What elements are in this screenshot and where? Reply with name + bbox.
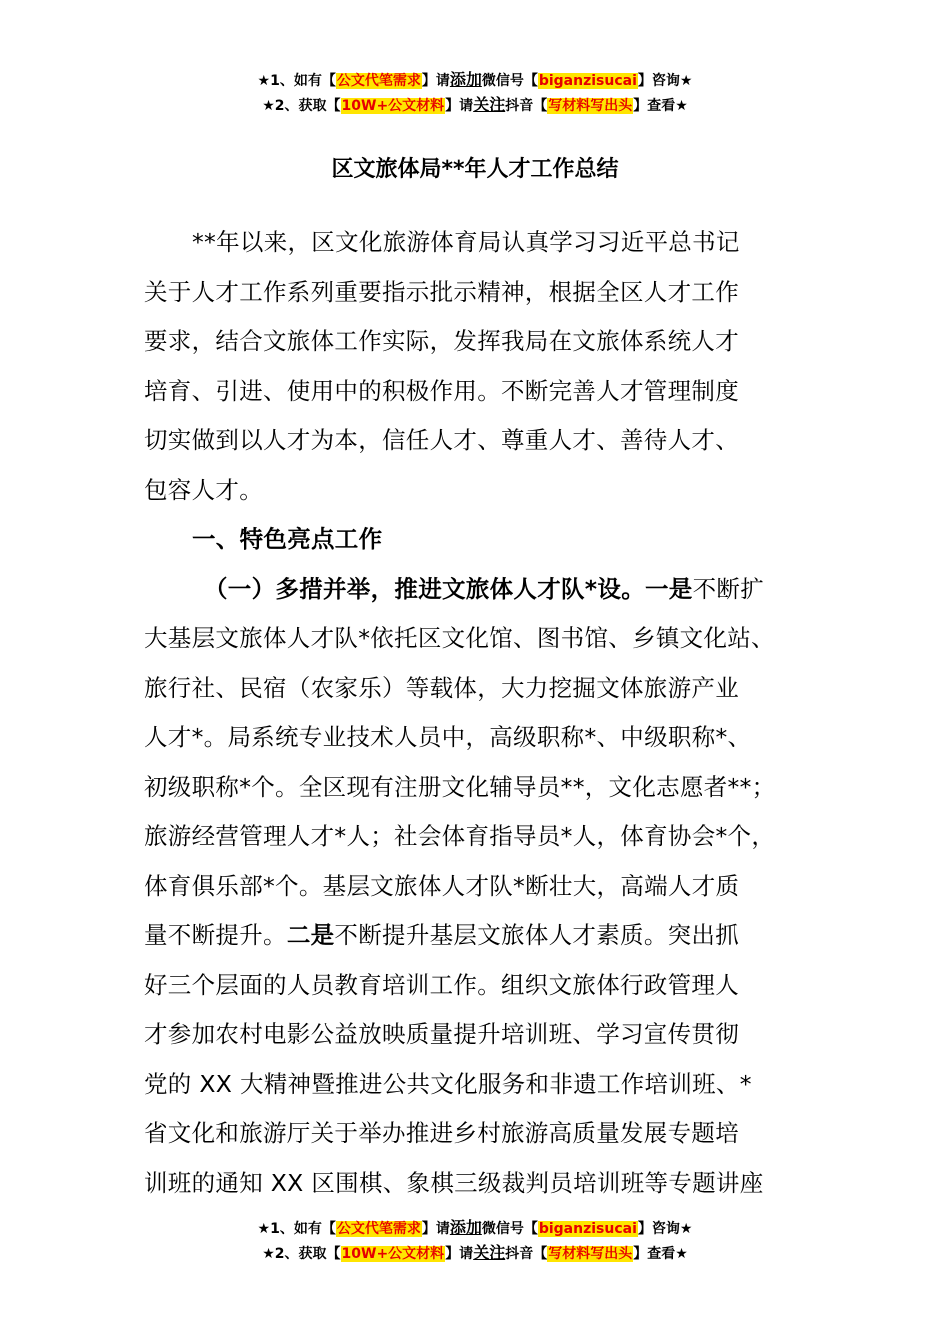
promo-text: 】请	[421, 1221, 450, 1237]
paragraph-line: 人才*。局系统专业技术人员中，高级职称*、中级职称*、	[144, 723, 752, 751]
promo-highlight: 公文代笔需求	[336, 1221, 421, 1237]
promo-emphasis: 添加	[449, 70, 482, 89]
paragraph-line: 培育、引进、使用中的积极作用。不断完善人才管理制度	[144, 376, 739, 405]
promo-highlight: 10W+公文材料	[341, 98, 445, 114]
promo-line-2	[0, 93, 950, 118]
paragraph-line: 包容人才。	[144, 475, 263, 504]
paragraph-line: 才参加农村电影公益放映质量提升培训班、学习宣传贯彻	[144, 1020, 739, 1048]
promo-text: 抖音【	[505, 98, 548, 114]
promo-text: 】请	[445, 98, 474, 114]
promo-text: ★2、获取【	[262, 98, 341, 114]
section-heading-text: 一、特色亮点工作	[192, 525, 383, 553]
subsection-line	[144, 565, 844, 615]
promo-emphasis: 关注	[473, 1243, 506, 1262]
promo-text: 】咨询★	[637, 1221, 693, 1237]
paragraph-line: 党的 XX 大精神暨推进公共文化服务和非遗工作培训班、*	[144, 1069, 752, 1098]
promo-line-1	[0, 1216, 950, 1241]
promo-highlight: 10W+公文材料	[341, 1246, 445, 1262]
promo-text: 抖音【	[505, 1246, 548, 1262]
subsection-heading: （一）多措并举，推进文旅体人才队*设。一是	[204, 574, 693, 603]
paragraph-line: 初级职称*个。全区现有注册文化辅导员**，文化志愿者**；	[144, 772, 776, 801]
paragraph-line: 大基层文旅体人才队*依托区文化馆、图书馆、乡镇文化站、	[144, 624, 775, 652]
paragraph-line: 切实做到以人才为本，信任人才、尊重人才、善待人才、	[144, 426, 739, 454]
promo-highlight: 写材料写出头	[548, 98, 633, 114]
paragraph-line: **年以来，区文化旅游体育局认真学习习近平总书记	[192, 228, 740, 256]
promo-text: 微信号【	[481, 1221, 538, 1237]
emphasis-text: 二是	[286, 921, 335, 949]
promo-text: 】查看★	[633, 1246, 688, 1262]
promo-highlight: 写材料写出头	[548, 1246, 633, 1262]
promo-text: 】咨询★	[637, 73, 693, 89]
paragraph-line: 关于人才工作系列重要指示批示精神，根据全区人才工作	[144, 277, 739, 306]
paragraph-text: 不断扩	[692, 574, 764, 603]
promo-text: ★1、如有【	[257, 73, 336, 89]
paragraph-line: 省文化和旅游厅关于举办推进乡村旅游高质量发展专题培	[144, 1119, 739, 1147]
promo-text: ★2、获取【	[262, 1246, 341, 1262]
paragraph-line: 训班的通知 XX 区围棋、象棋三级裁判员培训班等专题讲座	[144, 1168, 764, 1197]
promo-text: 】请	[445, 1246, 474, 1262]
promo-highlight: biganzisucai	[538, 73, 637, 89]
paragraph-line: 旅行社、民宿（农家乐）等载体，大力挖掘文体旅游产业	[144, 673, 739, 702]
paragraph-line	[144, 911, 844, 961]
section-heading	[144, 515, 844, 565]
paragraph-text: 量不断提升。	[144, 921, 287, 949]
paragraph-line: 体育俱乐部*个。基层文旅体人才队*断壮大，高端人才质	[144, 871, 740, 900]
promo-text: 】查看★	[633, 98, 688, 114]
promo-text: 】请	[421, 73, 450, 89]
promo-text: ★1、如有【	[257, 1221, 336, 1237]
promo-line-2	[0, 1241, 950, 1266]
paragraph-line: 要求，结合文旅体工作实际，发挥我局在文旅体系统人才	[144, 327, 739, 355]
promo-highlight: 公文代笔需求	[336, 73, 421, 89]
paragraph-text: 不断提升基层文旅体人才素质。突出抓	[334, 921, 740, 949]
paragraph-line: 旅游经营管理人才*人；社会体育指导员*人，体育协会*个，	[144, 822, 776, 850]
promo-banner-top	[0, 68, 950, 118]
document-title: 区文旅体局**年人才工作总结	[331, 157, 619, 182]
promo-line-1	[0, 68, 950, 93]
document-body	[144, 218, 844, 1208]
promo-banner-bottom	[0, 1216, 950, 1266]
paragraph-line: 好三个层面的人员教育培训工作。组织文旅体行政管理人	[144, 970, 739, 999]
promo-emphasis: 添加	[449, 1218, 482, 1237]
promo-highlight: biganzisucai	[538, 1221, 637, 1237]
promo-emphasis: 关注	[473, 95, 506, 114]
promo-text: 微信号【	[481, 73, 538, 89]
